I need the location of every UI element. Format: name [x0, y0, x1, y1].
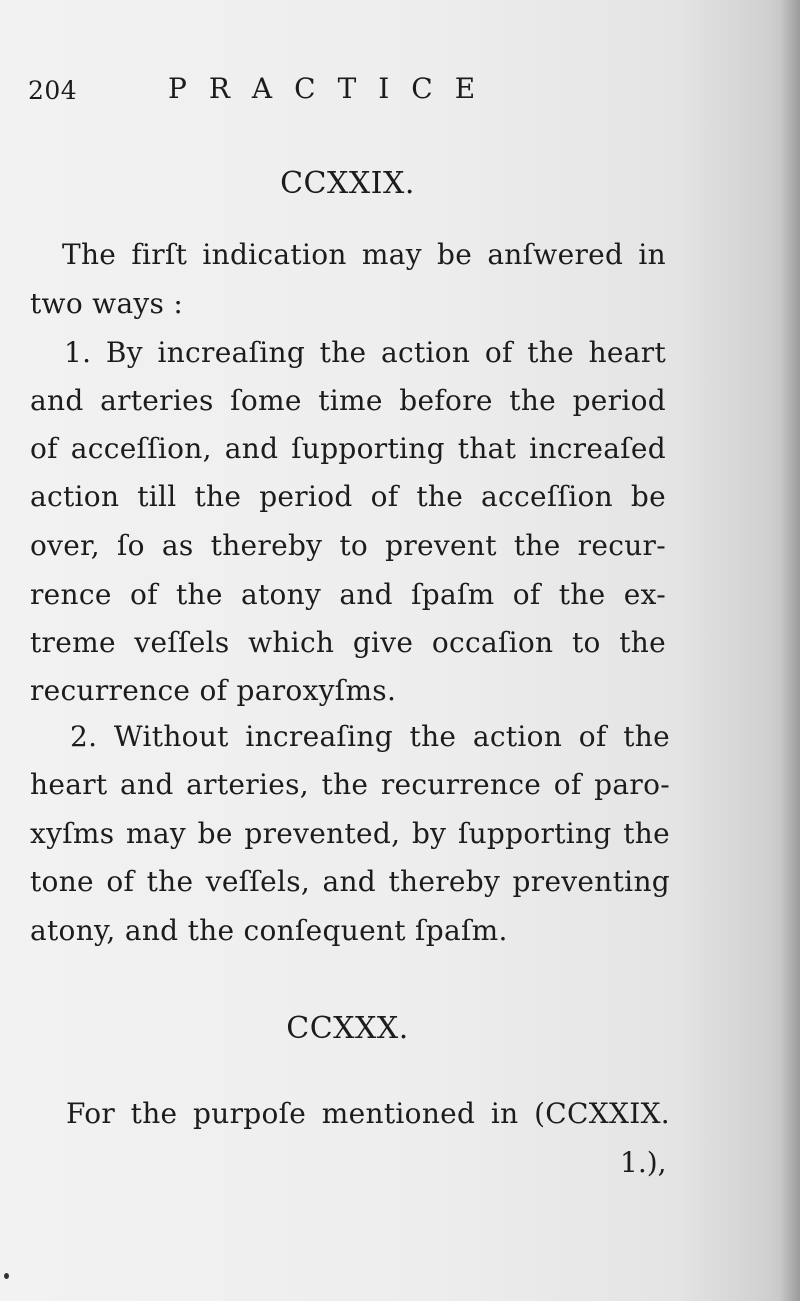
section-heading: CCXXIX. [280, 166, 415, 201]
catchword: 1.), [620, 1146, 667, 1179]
running-title: PRACTICE [168, 72, 498, 105]
text-line: action till the period of the acceſſion be [30, 480, 666, 513]
text-line: For the purpoſe mentioned in (CCXXIX. [66, 1097, 670, 1130]
page-number: 204 [28, 76, 78, 105]
ink-speck [4, 1273, 9, 1279]
page-edge-shadow [780, 0, 800, 1301]
text-line: and arteries ſome time before the period [30, 384, 666, 417]
text-line: over, ſo as thereby to prevent the recur- [30, 529, 666, 562]
text-line: two ways : [30, 287, 184, 320]
text-line: xyſms may be prevented, by ſupporting the [30, 817, 670, 850]
text-line: atony, and the conſequent ſpaſm. [30, 914, 508, 947]
text-line: The firſt indication may be anſwered in [62, 238, 666, 271]
section-heading: CCXXX. [286, 1011, 409, 1046]
text-line: of acceſſion, and ſupporting that increaſed [30, 432, 666, 465]
text-line: 2. Without increaſing the action of the [70, 720, 670, 753]
text-line: 1. By increaſing the action of the heart [64, 336, 666, 369]
text-line: heart and arteries, the recurrence of paro- [30, 768, 670, 801]
text-line: recurrence of paroxyſms. [30, 674, 397, 707]
text-line: rence of the atony and ſpaſm of the ex- [30, 578, 666, 611]
text-line: treme veſſels which give occaſion to the [30, 626, 666, 659]
text-line: tone of the veſſels, and thereby preventing [30, 865, 670, 898]
